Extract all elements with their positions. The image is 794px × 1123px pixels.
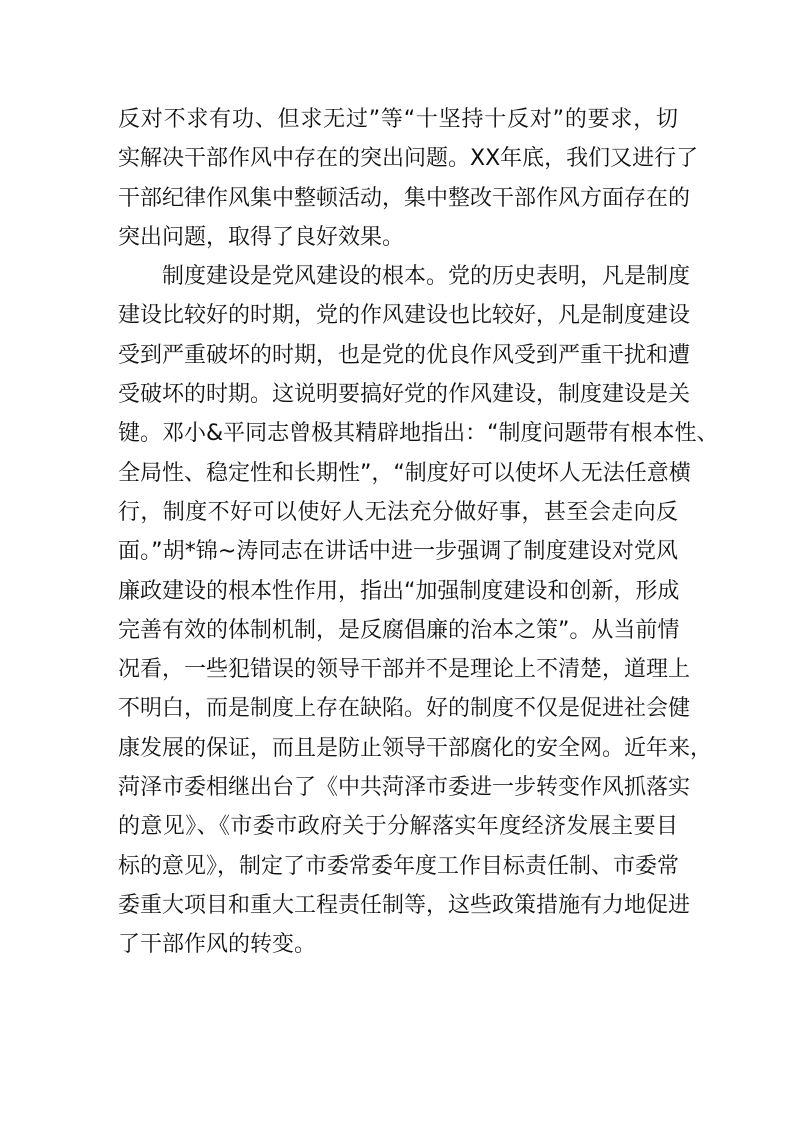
paragraph-2-line-1: 制度建设是党风建设的根本。党的历史表明，凡是制度 — [162, 264, 691, 290]
paragraph-2-line-12: 不明白，而是制度上存在缺陷。好的制度不仅是促进社会健 — [118, 696, 691, 722]
paragraph-2-line-7: 行，制度不好可以使好人无法充分做好事，甚至会走向反 — [118, 499, 678, 525]
paragraph-2-line-2: 建设比较好的时期，党的作风建设也比较好，凡是制度建设 — [118, 303, 691, 329]
paragraph-2-line-5: 键。邓小&平同志曾极其精辟地指出：“制度问题带有根本性、 — [118, 421, 719, 447]
paragraph-1-line-4: 突出问题，取得了良好效果。 — [118, 224, 405, 250]
document-body — [118, 100, 719, 965]
paragraph-2-line-13: 康发展的保证，而且是防止领导干部腐化的安全网。近年来， — [118, 735, 713, 761]
paragraph-2-line-18: 了干部作风的转变。 — [118, 932, 317, 958]
paragraph-1-line-3: 干部纪律作风集中整顿活动，集中整改干部作风方面存在的 — [118, 185, 691, 211]
paragraph-2-line-8: 面。”胡*锦~涛同志在讲话中进一步强调了制度建设对党风 — [118, 539, 678, 565]
paragraph-2-line-3: 受到严重破坏的时期，也是党的优良作风受到严重干扰和遭 — [118, 342, 691, 368]
paragraph-1-line-2: 实解决干部作风中存在的突出问题。XX年底，我们又进行了 — [118, 146, 699, 172]
paragraph-2-line-15: 的意见》、《市委市政府关于分解落实年度经济发展主要目 — [118, 814, 678, 840]
paragraph-2-line-10: 完善有效的体制机制，是反腐倡廉的治本之策”。从当前情 — [118, 617, 680, 643]
paragraph-2-line-16: 标的意见》，制定了市委常委年度工作目标责任制、市委常 — [118, 853, 680, 879]
paragraph-1-line-1: 反对不求有功、但求无过”等“十坚持十反对”的要求，切 — [118, 107, 678, 132]
paragraph-2-line-6: 全局性、稳定性和长期性”，“制度好可以使坏人无法任意横 — [118, 460, 691, 486]
paragraph-2-line-4: 受破坏的时期。这说明要搞好党的作风建设，制度建设是关 — [118, 382, 691, 408]
paragraph-2-line-14: 菏泽市委相继出台了《中共菏泽市委进一步转变作风抓落实 — [118, 775, 691, 801]
paragraph-2-line-9: 廉政建设的根本性作用，指出“加强制度建设和创新，形成 — [118, 578, 680, 604]
paragraph-2-line-17: 委重大项目和重大工程责任制等，这些政策措施有力地促进 — [118, 892, 691, 918]
paragraph-2-line-11: 况看，一些犯错误的领导干部并不是理论上不清楚，道理上 — [118, 657, 691, 683]
